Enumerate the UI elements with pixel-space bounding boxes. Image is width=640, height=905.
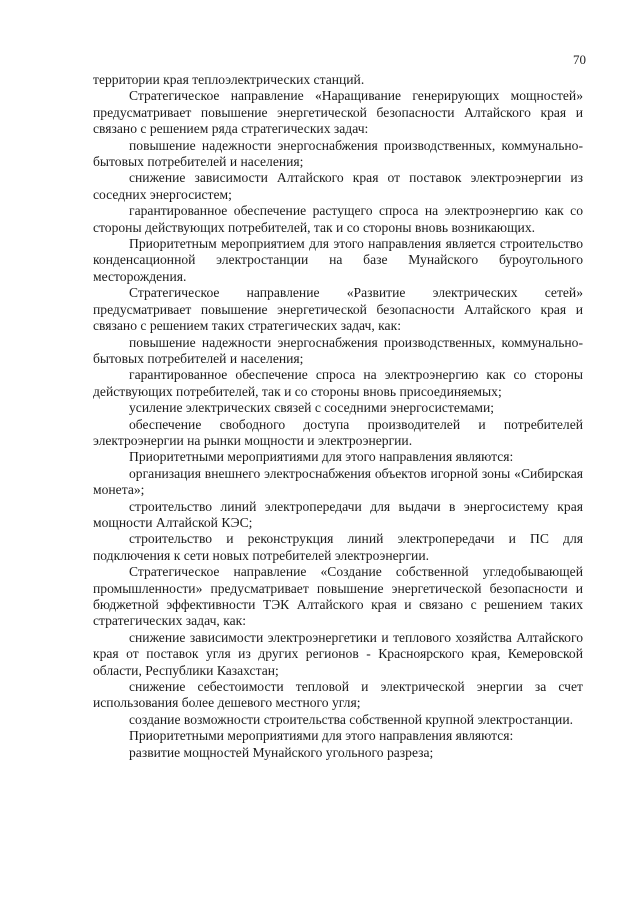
paragraph: строительство линий электропередачи для выдачи в энергосистему края мощности Алтайской КЭС; [93,498,583,530]
paragraph: повышение надежности энергоснабжения производственных, коммунально-бытовых потребителей и населения; [93,137,583,170]
document-body [93,72,583,761]
page-number: 70 [573,52,586,67]
paragraph: снижение себестоимости тепловой и электрической энергии за счет использования более дешевого местного угля; [93,679,583,711]
paragraph: Приоритетными мероприятиями для этого направления являются: [129,728,514,744]
paragraph: Приоритетными мероприятиями для этого направления являются: [129,449,514,465]
paragraph: территории края теплоэлектрических станций. [93,72,365,87]
paragraph: обеспечение свободного доступа производителей и потребителей электроэнергии на рынки мощности и электроэнергии. [93,416,583,448]
paragraph: создание возможности строительства собственной крупной электростанции. [129,711,574,727]
paragraph: гарантированное обеспечение растущего спроса на электроэнергию как со стороны действующих потребителей, так и со стороны вновь возникающих. [93,203,583,235]
paragraph: снижение зависимости электроэнергетики и теплового хозяйства Алтайского края от поставок угля из других регионов - Красноярского края, Кемеровской области, Республики Казахстан; [93,629,583,678]
paragraph: развитие мощностей Мунайского угольного разреза; [129,744,434,760]
paragraph: усиление электрических связей с соседними энергосистемами; [129,400,495,416]
paragraph: снижение зависимости Алтайского края от поставок электроэнергии из соседних энергосистем; [93,170,583,202]
paragraph: гарантированное обеспечение спроса на электроэнергию как со стороны действующих потребителей, так и со стороны вновь присоединяемых; [93,367,583,399]
paragraph: Стратегическое направление «Наращивание генерирующих мощностей» предусматривает повышение энергетической безопасности Алтайского края и связано с решением ряда стратегических задач: [93,88,583,137]
paragraph: строительство и реконструкция линий электропередачи и ПС для подключения к сети новых потребителей электроэнергии. [93,531,583,563]
paragraph: Приоритетным мероприятием для этого направления является строительство конденсационной электростанции на базе Мунайского буроугольного месторождения. [93,236,583,284]
paragraph: Стратегическое направление «Развитие электрических сетей» предусматривает повышение энергетической безопасности Алтайского края и связано с решением таких стратегических задач, как: [93,285,583,334]
paragraph: организация внешнего электроснабжения объектов игорной зоны «Сибирская монета»; [93,465,583,498]
paragraph: повышение надежности энергоснабжения производственных, коммунально-бытовых потребителей и населения; [93,334,583,366]
paragraph: Стратегическое направление «Создание собственной угледобывающей промышленности» предусматривает повышение энергетической безопасности и бюджетной эффективности ТЭК Алтайского края и связано с решением таких стратегических задач, как: [93,564,583,629]
